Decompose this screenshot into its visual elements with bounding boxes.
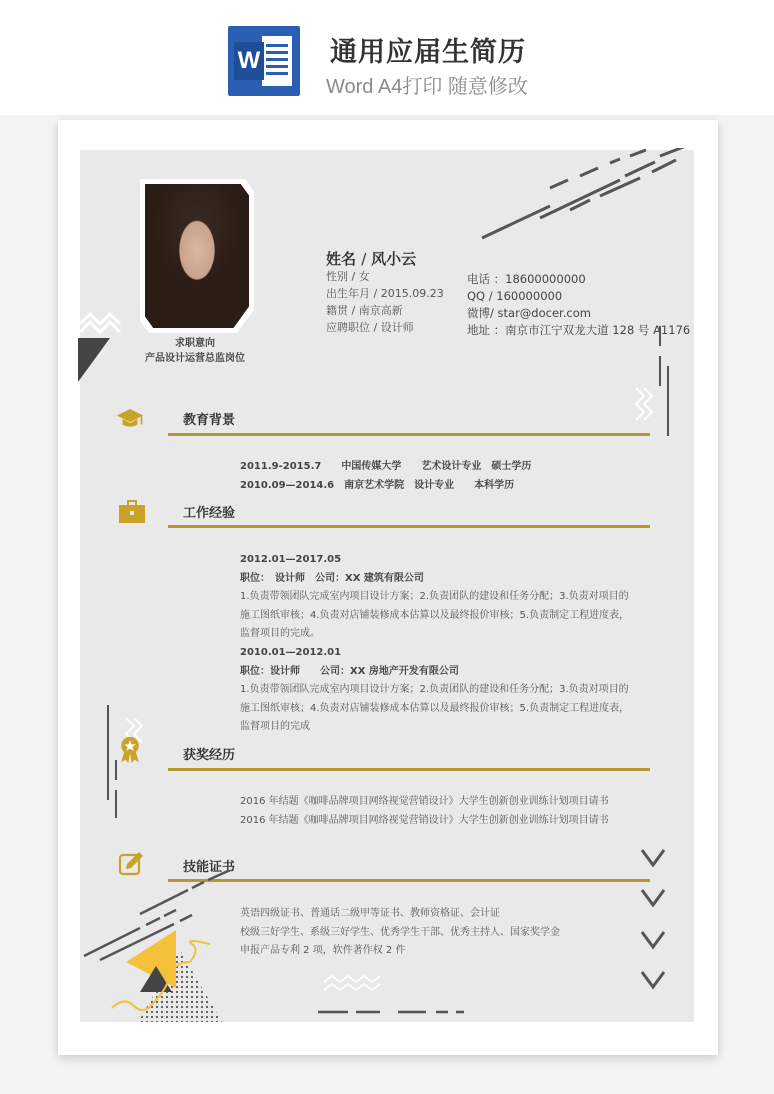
personal-info [326,268,444,336]
education-list [240,458,531,495]
skill-row: 校级三好学生、系级三好学生、优秀学生干部、优秀主持人、国家奖学金 [240,926,560,938]
awards-title: 获奖经历 [183,748,236,763]
contact-qq: QQ / 160000000 [467,289,563,303]
page-subtitle: Word A4打印 随意修改 [326,76,528,98]
award-row: 2016 年结题《咖啡品牌项目网络视觉营销设计》大学生创新创业训练计划项目请书 [240,814,609,826]
top-right-stripes-decoration [470,148,696,248]
job-desc-line: 监督项目的完成 [240,721,310,733]
education-row: 2010.09—2014.6 南京艺术学院 设计专业 本科学历 [240,479,515,491]
skill-row: 申报产品专利 2 项，软件著作权 2 件 [240,945,406,957]
name-separator: / [361,250,367,268]
briefcase-icon [118,498,146,526]
profile-name [326,248,416,269]
top-header [0,0,774,115]
word-logo-icon [228,26,300,96]
info-row: 性别 / 女 [326,270,370,283]
job-period: 2010.01—2012.01 [240,646,342,658]
skills-list [240,905,560,961]
right-chevron-decoration [638,846,672,996]
education-divider [168,433,650,436]
work-title: 工作经验 [183,506,236,521]
logo-letter: W [234,42,264,80]
info-row: 应聘职位 / 设计师 [326,321,414,334]
name-label: 姓名 [326,250,357,268]
awards-divider [168,768,650,771]
info-row: 出生年月 / 2015.09.23 [326,287,444,300]
job-desc-line: 监督项目的完成。 [240,628,320,640]
award-row: 2016 年结题《咖啡品牌项目网络视觉营销设计》大学生创新创业训练计划项目请书 [240,796,609,807]
job-position: 职位：设计师 公司：XX 房地产开发有限公司 [240,665,459,677]
skill-row: 英语四级证书、普通话二级甲等证书、教师资格证、会计证 [240,908,500,919]
contact-phone: 电话 ：18600000000 [467,272,586,286]
contact-address: 地址 ：南京市江宁双龙大道 128 号 A1176 [467,323,691,337]
job-position: 职位： 设计师 公司：XX 建筑有限公司 [240,572,424,584]
work-divider [168,525,650,528]
bottom-wave-decoration [318,972,478,1016]
skills-title: 技能证书 [183,860,236,875]
education-row: 2011.9-2015.7 中国传媒大学 艺术设计专业 硕士学历 [240,461,532,472]
award-medal-icon [116,736,144,764]
profile-photo [140,179,254,333]
contact-weibo: 微博/ star@docer.com [467,306,591,320]
awards-list [240,793,609,830]
job-period: 2012.01—2017.05 [240,554,342,565]
job-desc-line: 施工图纸审核；4.负责对店铺装修成本估算以及最终报价审核；5.负责制定工程进度表， [240,702,630,714]
graduation-cap-icon [116,404,144,432]
education-title: 教育背景 [183,413,236,428]
bottom-left-decoration [80,870,280,1022]
info-row: 籍贯 / 南京高新 [326,304,403,317]
job-intent [100,336,290,366]
right-dash-decoration [630,326,680,446]
job-intent-value: 产品设计运营总监岗位 [145,353,245,364]
page-title: 通用应届生简历 [330,37,526,68]
name-value: 风小云 [371,250,417,268]
job-desc-line: 施工图纸审核；4.负责对店铺装修成本估算以及最终报价审核；5.负责制定工程进度表， [240,609,630,621]
job-intent-label: 求职意向 [175,338,215,349]
work-list [240,551,629,737]
job-desc-line: 1.负责带领团队完成室内项目设计方案；2.负责团队的建设和任务分配；3.负责对项目的 [240,684,629,696]
job-desc-line: 1.负责带领团队完成室内项目设计方案；2.负责团队的建设和任务分配；3.负责对项目的 [240,591,629,603]
